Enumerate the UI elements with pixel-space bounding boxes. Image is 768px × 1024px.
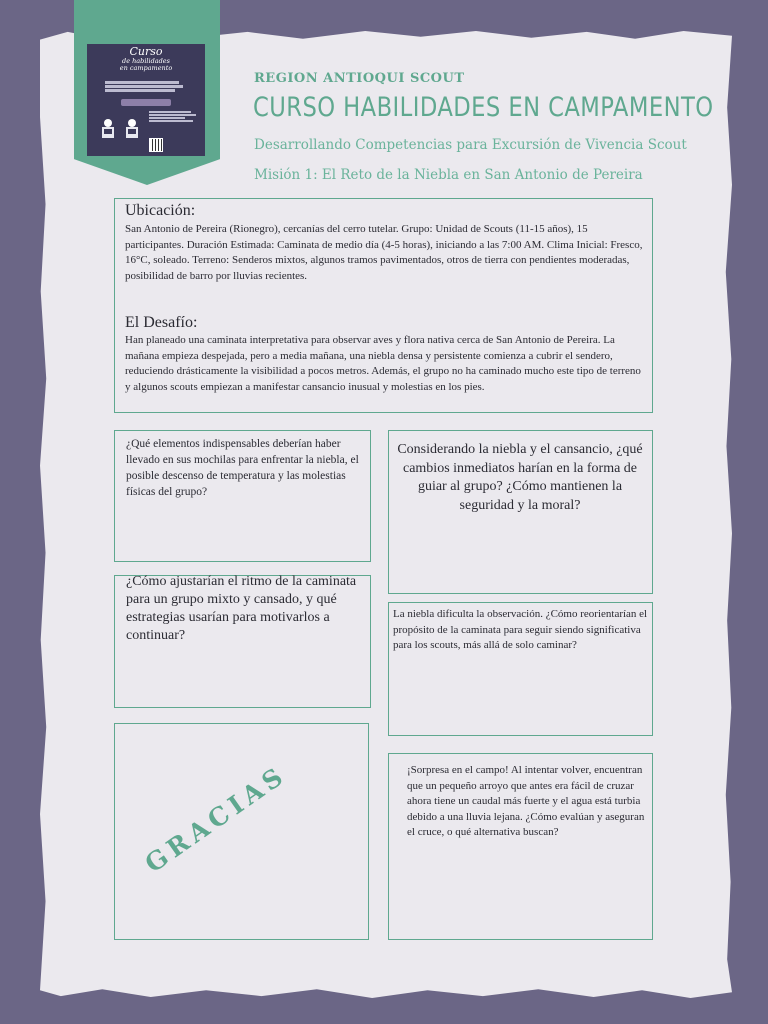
question-box-3 <box>114 575 371 708</box>
question-4-text: La niebla dificulta la observación. ¿Cómo reorientarían el propósito de la caminata para seguir siendo significativa para los scouts, más allá de solo caminar? <box>393 608 648 651</box>
question-box-4 <box>388 602 653 736</box>
question-1-text: ¿Qué elementos indispensables deberían haber llevado en sus mochilas para enfrentar la niebla, el posible descenso de temperatura y las molestias físicas del grupo? <box>126 438 359 498</box>
page-title: CURSO HABILIDADES EN CAMPAMENTO <box>253 92 714 123</box>
closing-box <box>114 723 369 940</box>
ubicacion-heading: Ubicación: <box>125 202 196 219</box>
region-label: REGION ANTIOQUI SCOUT <box>254 71 465 86</box>
scout-figure-icon <box>97 118 119 138</box>
desafio-heading: El Desafío: <box>125 314 198 331</box>
poster-title: Curso <box>129 45 163 58</box>
scout-figure-icon <box>121 118 143 138</box>
question-2-text: Considerando la niebla y el cansancio, ¿qué cambios inmediatos harían en la forma de guiar al grupo? ¿Cómo mantienen la seguridad y la moral? <box>397 442 643 513</box>
context-box <box>114 198 653 413</box>
ubicacion-text: San Antonio de Pereira (Rionegro), cercanías del cerro tutelar. Grupo: Unidad de Scouts (11-15 años), 15 participantes. Duración Estimada: Caminata de medio día (4-5 horas), iniciando a las 7:00 AM. Clima Inicial: Fresco, 16°C, soleado. Terreno: Senderos mixtos, algunos tramos pavimentados, otros de tierra con pendientes moderadas, posibilidad de barro por lluvias recientes. <box>125 223 643 282</box>
course-poster-image <box>87 44 205 156</box>
mission-title: Misión 1: El Reto de la Niebla en San Antonio de Pereira <box>254 167 643 183</box>
question-5-text: ¡Sorpresa en el campo! Al intentar volver, encuentran que un pequeño arroyo que antes era fácil de cruzar ahora tiene un caudal más fuerte y el agua está turbia debido a una lluvia lejana. ¿Cómo evalúan y aseguran el cruce, o qué alternativa buscan? <box>407 764 645 838</box>
poster-badge <box>121 99 171 106</box>
question-3-text: ¿Cómo ajustarían el ritmo de la caminata para un grupo mixto y cansado, y qué estrategias usarían para motivarlos a continuar? <box>126 574 357 643</box>
gracias-text: GRACIAS <box>139 759 292 879</box>
question-box-1 <box>114 430 371 562</box>
question-box-2 <box>388 430 653 594</box>
page-subtitle: Desarrollando Competencias para Excursión de Vivencia Scout <box>254 137 687 153</box>
poster-footer-text <box>149 110 201 123</box>
poster-subtitle-line1: de habilidades <box>122 57 170 65</box>
qr-code-icon <box>149 138 163 152</box>
poster-fine-print <box>105 80 187 93</box>
question-box-5 <box>388 753 653 940</box>
poster-subtitle <box>87 58 205 72</box>
desafio-text: Han planeado una caminata interpretativa para observar aves y flora nativa cerca de San Antonio de Pereira. La mañana empieza despejada, pero a media mañana, una niebla densa y persistente comienza a cubrir el sendero, reduciendo drásticamente la visibilidad a pocos metros. Además, el grupo no ha caminado mucho este tipo de terreno y algunos scouts empiezan a manifestar cansancio inusual y molestias en los pies. <box>125 334 641 393</box>
poster-subtitle-line2: en campamento <box>119 64 173 72</box>
